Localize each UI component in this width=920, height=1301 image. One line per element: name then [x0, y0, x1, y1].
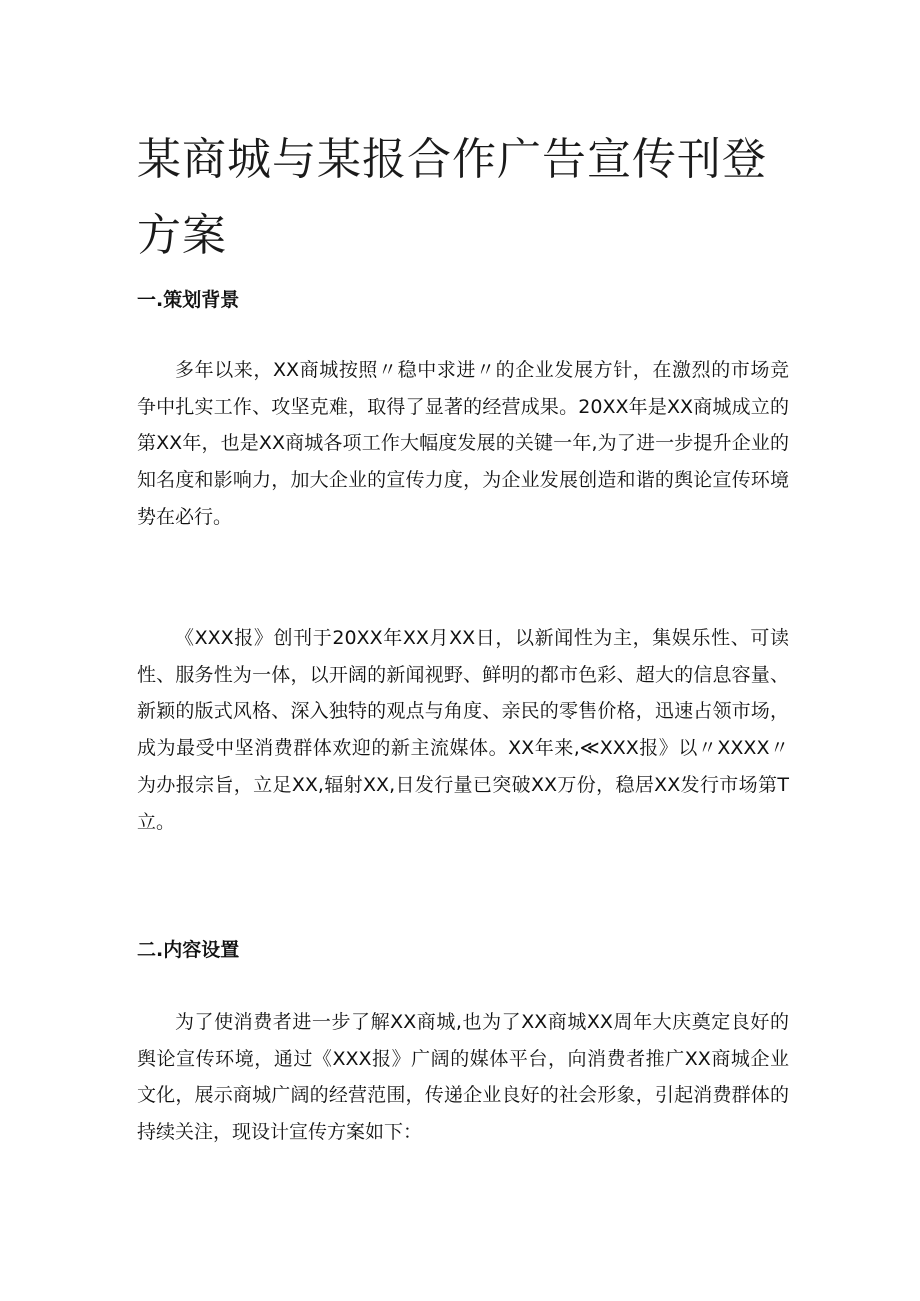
- paragraph-background-1: 多年以来，XX商城按照〃稳中求进〃的企业发展方针，在激烈的市场竞争中扎实工作、攻坚克难，取得了显著的经营成果。20XX年是XX商城成立的第XX年，也是XX商城各项工作大幅度发展的关键一年,为了进一步提升企业的知名度和影响力，加大企业的宣传力度，为企业发展创造和谐的舆论宣传环境势在必行。: [137, 359, 789, 528]
- section-heading-background: 一.策划背景: [137, 289, 240, 311]
- section-heading-content: 二.内容设置: [137, 939, 240, 961]
- paragraph-background-2: 《XXX报》创刊于20XX年XX月XX日，以新闻性为主，集娱乐性、可读性、服务性为一体，以开阔的新闻视野、鲜明的都市色彩、超大的信息容量、新颖的版式风格、深入独特的观点与角度、亲民的零售价格，迅速占领市场，成为最受中坚消费群体欢迎的新主流媒体。XX年来,≪XXX报》以〃XXXX〃为办报宗旨，立足XX,辐射XX,日发行量已突破XX万份，稳居XX发行市场第T立。: [137, 627, 789, 833]
- document-title: 某商城与某报合作广告宣传刊登方案: [137, 134, 767, 261]
- paragraph-content-1: 为了使消费者进一步了解XX商城,也为了XX商城XX周年大庆奠定良好的舆论宣传环境，通过《XXX报》广阔的媒体平台，向消费者推广XX商城企业文化，展示商城广阔的经营范围，传递企业良好的社会形象，引起消费群体的持续关注，现设计宣传方案如下：: [137, 1011, 789, 1144]
